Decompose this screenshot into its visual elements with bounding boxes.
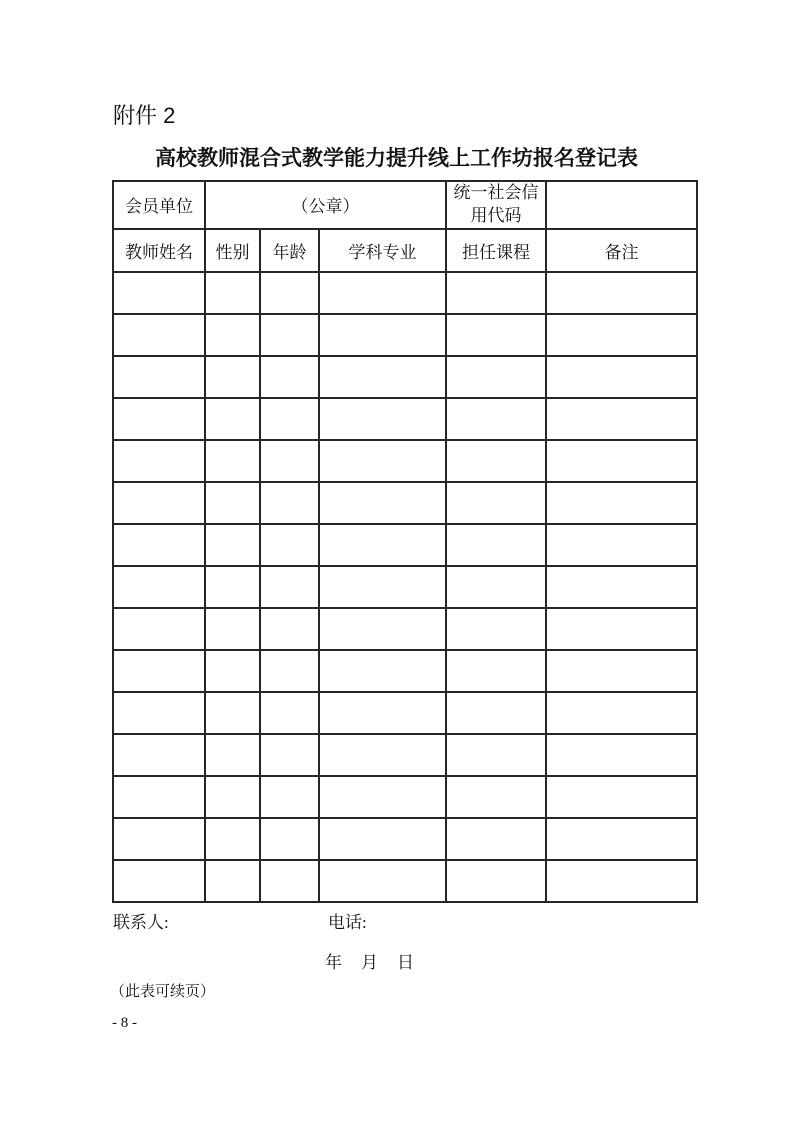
cell-subject <box>319 398 446 440</box>
cell-gender <box>205 314 260 356</box>
cell-subject <box>319 860 446 902</box>
cell-course <box>446 440 546 482</box>
cell-course <box>446 860 546 902</box>
table-row <box>113 314 697 356</box>
cell-remarks <box>546 440 697 482</box>
cell-subject <box>319 524 446 566</box>
cell-remarks <box>546 398 697 440</box>
cell-teacher-name <box>113 440 205 482</box>
cell-age <box>260 524 319 566</box>
table-row <box>113 818 697 860</box>
column-header-teacher-name: 教师姓名 <box>113 229 205 272</box>
cell-remarks <box>546 524 697 566</box>
cell-subject <box>319 440 446 482</box>
cell-gender <box>205 692 260 734</box>
cell-remarks <box>546 650 697 692</box>
cell-age <box>260 356 319 398</box>
cell-teacher-name <box>113 398 205 440</box>
cell-subject <box>319 314 446 356</box>
cell-teacher-name <box>113 860 205 902</box>
credit-code-label: 统一社会信用代码 <box>446 181 546 229</box>
cell-gender <box>205 608 260 650</box>
table-row <box>113 356 697 398</box>
column-header-remarks: 备注 <box>546 229 697 272</box>
cell-teacher-name <box>113 608 205 650</box>
table-row <box>113 692 697 734</box>
member-unit-value-cell: （公章） <box>205 181 446 229</box>
table-row <box>113 608 697 650</box>
cell-subject <box>319 776 446 818</box>
cell-remarks <box>546 818 697 860</box>
cell-gender <box>205 776 260 818</box>
cell-teacher-name <box>113 818 205 860</box>
cell-course <box>446 818 546 860</box>
table-row <box>113 776 697 818</box>
cell-gender <box>205 734 260 776</box>
cell-course <box>446 398 546 440</box>
cell-teacher-name <box>113 566 205 608</box>
cell-course <box>446 566 546 608</box>
cell-gender <box>205 272 260 314</box>
table-row <box>113 398 697 440</box>
member-unit-row <box>113 181 697 229</box>
cell-age <box>260 314 319 356</box>
cell-subject <box>319 272 446 314</box>
member-unit-label: 会员单位 <box>113 181 205 229</box>
cell-teacher-name <box>113 272 205 314</box>
cell-subject <box>319 356 446 398</box>
cell-remarks <box>546 608 697 650</box>
cell-teacher-name <box>113 314 205 356</box>
cell-gender <box>205 356 260 398</box>
cell-remarks <box>546 314 697 356</box>
cell-remarks <box>546 860 697 902</box>
cell-teacher-name <box>113 776 205 818</box>
column-header-subject: 学科专业 <box>319 229 446 272</box>
cell-gender <box>205 650 260 692</box>
cell-course <box>446 608 546 650</box>
cell-teacher-name <box>113 692 205 734</box>
cell-course <box>446 734 546 776</box>
attachment-label: 附件 2 <box>113 103 176 128</box>
table-row <box>113 860 697 902</box>
cell-teacher-name <box>113 650 205 692</box>
cell-course <box>446 482 546 524</box>
cell-subject <box>319 818 446 860</box>
cell-subject <box>319 482 446 524</box>
cell-subject <box>319 734 446 776</box>
cell-gender <box>205 482 260 524</box>
contact-label: 联系人: <box>113 913 169 932</box>
cell-course <box>446 650 546 692</box>
cell-age <box>260 482 319 524</box>
table-row <box>113 524 697 566</box>
cell-gender <box>205 860 260 902</box>
cell-course <box>446 524 546 566</box>
cell-age <box>260 272 319 314</box>
table-row <box>113 566 697 608</box>
cell-gender <box>205 818 260 860</box>
cell-course <box>446 356 546 398</box>
cell-course <box>446 776 546 818</box>
column-header-row <box>113 229 697 272</box>
cell-gender <box>205 524 260 566</box>
cell-subject <box>319 692 446 734</box>
cell-age <box>260 608 319 650</box>
cell-gender <box>205 566 260 608</box>
cell-age <box>260 566 319 608</box>
table-row <box>113 482 697 524</box>
column-header-age: 年龄 <box>260 229 319 272</box>
table-body <box>113 272 697 902</box>
table-row <box>113 440 697 482</box>
cell-subject <box>319 566 446 608</box>
cell-remarks <box>546 482 697 524</box>
cell-teacher-name <box>113 482 205 524</box>
page-number: - 8 - <box>112 1015 137 1031</box>
cell-remarks <box>546 692 697 734</box>
cell-age <box>260 440 319 482</box>
cell-subject <box>319 608 446 650</box>
cell-teacher-name <box>113 524 205 566</box>
cell-age <box>260 860 319 902</box>
cell-age <box>260 398 319 440</box>
cell-course <box>446 272 546 314</box>
table-row <box>113 734 697 776</box>
cell-teacher-name <box>113 734 205 776</box>
cell-remarks <box>546 566 697 608</box>
credit-code-value-cell <box>546 181 697 229</box>
cell-remarks <box>546 272 697 314</box>
cell-remarks <box>546 776 697 818</box>
cell-gender <box>205 440 260 482</box>
page-title: 高校教师混合式教学能力提升线上工作坊报名登记表 <box>155 147 638 170</box>
cell-course <box>446 692 546 734</box>
cell-teacher-name <box>113 356 205 398</box>
cell-remarks <box>546 356 697 398</box>
continuation-note: （此表可续页） <box>110 984 216 1000</box>
cell-remarks <box>546 734 697 776</box>
registration-table <box>112 180 698 903</box>
column-header-gender: 性别 <box>205 229 260 272</box>
cell-age <box>260 818 319 860</box>
table-row <box>113 272 697 314</box>
column-header-course: 担任课程 <box>446 229 546 272</box>
cell-age <box>260 692 319 734</box>
cell-gender <box>205 398 260 440</box>
table-row <box>113 650 697 692</box>
cell-subject <box>319 650 446 692</box>
cell-course <box>446 314 546 356</box>
cell-age <box>260 776 319 818</box>
cell-age <box>260 650 319 692</box>
date-line: 年 月 日 <box>325 953 415 972</box>
phone-label: 电话: <box>328 913 367 932</box>
cell-age <box>260 734 319 776</box>
